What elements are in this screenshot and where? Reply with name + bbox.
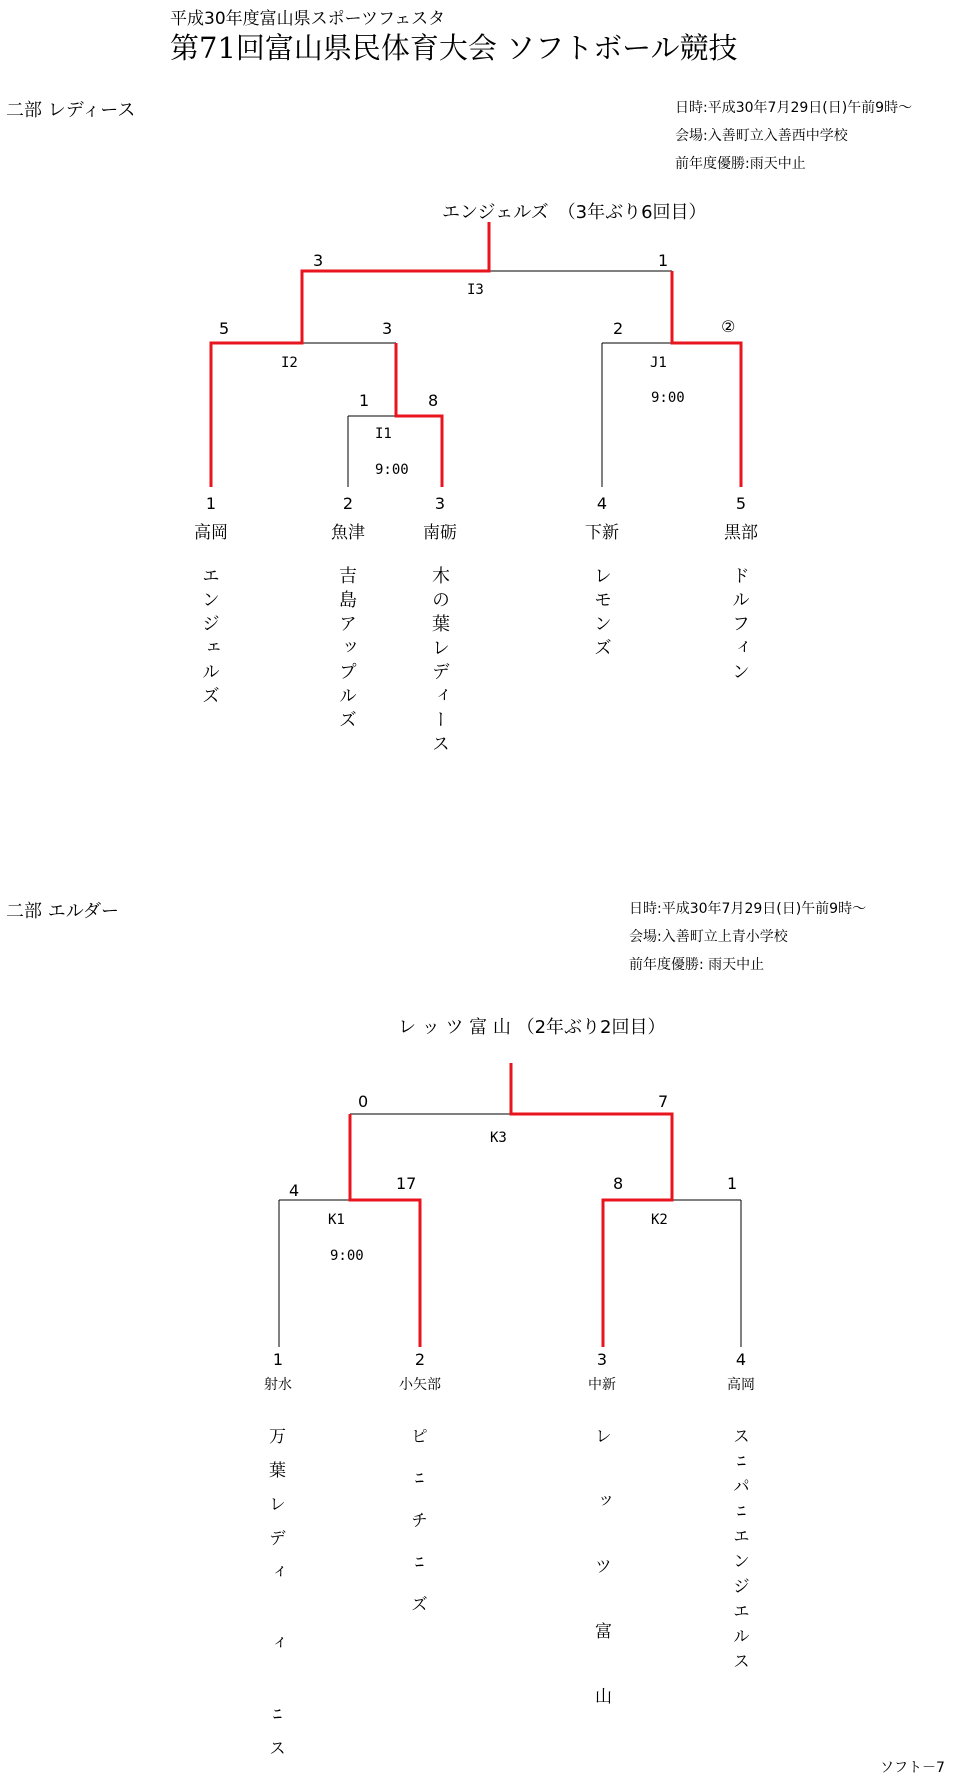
team-seed: 1 bbox=[272, 1350, 284, 1369]
info-date: 日時:平成30年7月29日(日)午前9時～ bbox=[629, 901, 867, 917]
score: 0 bbox=[358, 1092, 369, 1111]
match-code: I1 bbox=[375, 426, 392, 442]
team-name: 木の葉レディース bbox=[429, 566, 450, 758]
match-code: K2 bbox=[651, 1212, 668, 1228]
champion-label: レ ッ ツ 富 山 （2年ぶり2回目） bbox=[398, 1017, 666, 1038]
team-name: レモンズ bbox=[591, 566, 612, 662]
team-school: 下新 bbox=[585, 523, 619, 543]
team-seed: 1 bbox=[205, 494, 217, 513]
info-previous-winner: 前年度優勝: 雨天中止 bbox=[629, 957, 765, 973]
team-seed: 5 bbox=[735, 494, 747, 513]
section-label-elder: 二部 エルダー bbox=[6, 901, 120, 922]
bracket-winner-lines-elder bbox=[350, 1063, 672, 1347]
score: 1 bbox=[727, 1174, 738, 1193]
match-code: J1 bbox=[650, 355, 667, 371]
team-school: 小矢部 bbox=[399, 1377, 441, 1393]
team-school: 黒部 bbox=[724, 523, 758, 543]
page-number: ソフト－7 bbox=[880, 1760, 945, 1776]
score: 17 bbox=[396, 1174, 417, 1193]
match-code: K1 bbox=[328, 1212, 345, 1228]
info-venue: 会場:入善町立上青小学校 bbox=[629, 929, 788, 945]
team-name: スﾆパﾆエンジエルス bbox=[729, 1427, 749, 1677]
team-name: 万葉レディ ィ ﾆス bbox=[265, 1427, 285, 1773]
team-seed: 4 bbox=[596, 494, 608, 513]
match-code: I3 bbox=[467, 282, 484, 298]
team-school: 高岡 bbox=[194, 523, 228, 543]
score: 1 bbox=[359, 391, 370, 410]
team-seed: 2 bbox=[414, 1350, 426, 1369]
team-school: 魚津 bbox=[331, 523, 365, 543]
info-previous-winner: 前年度優勝:雨天中止 bbox=[675, 156, 806, 172]
score: 4 bbox=[289, 1181, 300, 1200]
team-name: エンジェルズ bbox=[199, 566, 220, 710]
bracket-lines-ladies bbox=[302, 271, 672, 487]
team-seed: 3 bbox=[434, 494, 446, 513]
info-block-elder bbox=[629, 895, 866, 979]
score: 3 bbox=[382, 319, 393, 338]
match-time: 9:00 bbox=[651, 390, 685, 406]
team-name: ドルフィン bbox=[729, 566, 750, 686]
info-date: 日時:平成30年7月29日(日)午前9時～ bbox=[675, 100, 913, 116]
score: 8 bbox=[613, 1174, 624, 1193]
info-venue: 会場:入善町立入善西中学校 bbox=[675, 128, 848, 144]
team-seed: 2 bbox=[342, 494, 354, 513]
tournament-title: 第71回富山県民体育大会 ソフトボール競技 bbox=[170, 31, 738, 65]
match-code: I2 bbox=[281, 355, 298, 371]
team-name: ピﾆチﾆズ bbox=[407, 1427, 427, 1637]
team-school: 高岡 bbox=[727, 1377, 755, 1393]
team-school: 南砺 bbox=[423, 523, 457, 543]
score: 7 bbox=[658, 1092, 669, 1111]
team-seed: 3 bbox=[596, 1350, 608, 1369]
team-school: 中新 bbox=[588, 1377, 616, 1393]
section-label-ladies: 二部 レディース bbox=[6, 100, 136, 121]
tournament-subtitle: 平成30年度富山県スポーツフェスタ bbox=[170, 9, 446, 29]
team-school: 射水 bbox=[264, 1377, 292, 1393]
score: 3 bbox=[313, 251, 324, 270]
score: 8 bbox=[428, 391, 439, 410]
match-time: 9:00 bbox=[375, 462, 409, 478]
match-code: K3 bbox=[490, 1130, 507, 1146]
match-time: 9:00 bbox=[330, 1248, 364, 1264]
info-block-ladies bbox=[675, 94, 912, 178]
score: ② bbox=[721, 317, 736, 336]
team-seed: 4 bbox=[735, 1350, 747, 1369]
score: 2 bbox=[613, 319, 624, 338]
score: 5 bbox=[219, 319, 230, 338]
team-name: レッツ富山 bbox=[591, 1427, 611, 1752]
team-name: 吉島アップルズ bbox=[336, 566, 357, 734]
champion-label: エンジェルズ （3年ぶり6回目） bbox=[442, 202, 707, 223]
score: 1 bbox=[658, 251, 669, 270]
